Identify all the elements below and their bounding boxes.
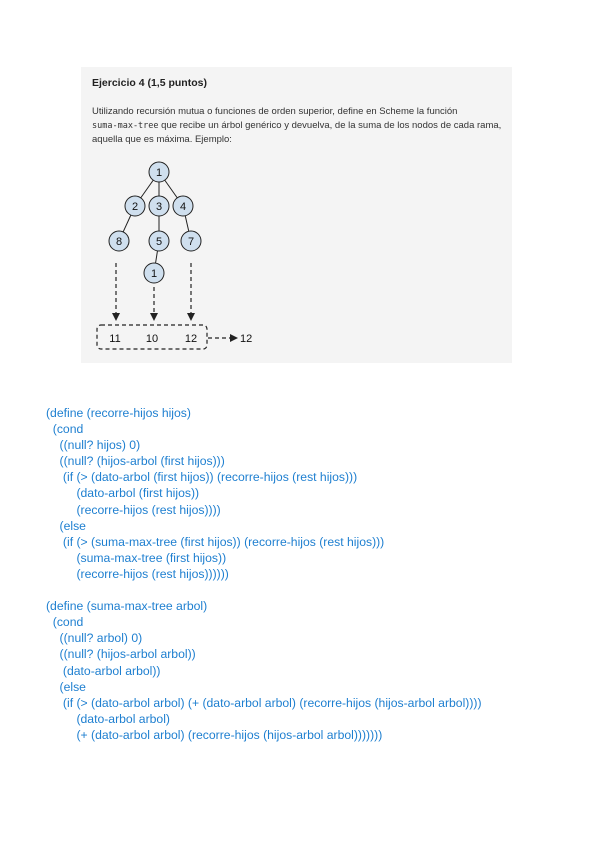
arrowhead-icon: [230, 334, 238, 342]
code-line: (dato-arbol (first hijos)): [46, 486, 200, 501]
statement-intro: Utilizando recursión mutua o funciones de orden superior, define en Scheme la función: [92, 106, 458, 117]
code-line: ((null? (hijos-arbol arbol)): [46, 647, 196, 662]
tree-node: [125, 196, 145, 216]
arrowhead-icon: [187, 313, 195, 321]
tree-diagram: [81, 67, 512, 363]
code-line: (if (> (dato-arbol (first hijos)) (recorre-hijos (rest hijos))): [46, 470, 358, 485]
branch-sum: 10: [145, 333, 159, 345]
code-line: (cond: [46, 422, 84, 437]
tree-node: [149, 196, 169, 216]
branch-sum: 11: [109, 333, 121, 345]
tree-node-label: 7: [187, 236, 195, 248]
solution-code: [46, 405, 482, 743]
tree-node: [173, 196, 193, 216]
code-line: (if (> (dato-arbol arbol) (+ (dato-arbol arbol) (recorre-hijos (hijos-arbol arbol)))): [46, 695, 482, 710]
arrowhead-icon: [112, 313, 120, 321]
function-name-code: suma-max-tree: [92, 121, 159, 131]
tree-node: [181, 231, 201, 251]
code-line: (else: [46, 679, 86, 694]
code-line: (define (suma-max-tree arbol): [46, 599, 208, 614]
code-line: (define (recorre-hijos hijos): [46, 406, 191, 420]
tree-node-label: 8: [115, 236, 123, 248]
code-line: (recorre-hijos (rest hijos)))))): [46, 566, 229, 581]
exercise-panel: [81, 67, 512, 363]
code-line: (dato-arbol arbol): [46, 711, 170, 726]
max-sum-result: 12: [240, 333, 253, 345]
code-line: ((null? (hijos-arbol (first hijos))): [46, 454, 225, 469]
code-line: (suma-max-tree (first hijos)): [46, 550, 227, 565]
branch-sum: 12: [184, 333, 198, 345]
tree-node-label: 4: [179, 201, 187, 213]
tree-node-root: [149, 162, 169, 182]
code-line: [46, 582, 482, 598]
tree-node-label: 2: [131, 201, 139, 213]
tree-node-label: 1: [150, 268, 158, 280]
tree-node: [109, 231, 129, 251]
code-line: (recorre-hijos (rest hijos)))): [46, 502, 221, 517]
code-line: (+ (dato-arbol arbol) (recorre-hijos (hijos-arbol arbol))))))): [46, 727, 383, 742]
code-line: (if (> (suma-max-tree (first hijos)) (recorre-hijos (rest hijos))): [46, 534, 385, 549]
code-line: (cond: [46, 615, 84, 630]
tree-node: [149, 231, 169, 251]
code-line: ((null? hijos) 0): [46, 438, 141, 453]
tree-node-label: 3: [155, 201, 163, 213]
tree-node: [144, 263, 164, 283]
arrowhead-icon: [150, 313, 158, 321]
code-line: (dato-arbol arbol)): [46, 663, 161, 678]
code-line: ((null? arbol) 0): [46, 631, 143, 646]
tree-node-label: 5: [155, 236, 163, 248]
code-line: (else: [46, 518, 86, 533]
statement-rest: que recibe un árbol genérico y devuelva, de la suma de los nodos de cada rama, aquella que es máxima. Ejemplo:: [92, 120, 502, 145]
tree-node-label: 1: [155, 167, 163, 179]
exercise-title: Ejercicio 4 (1,5 puntos): [92, 77, 207, 89]
